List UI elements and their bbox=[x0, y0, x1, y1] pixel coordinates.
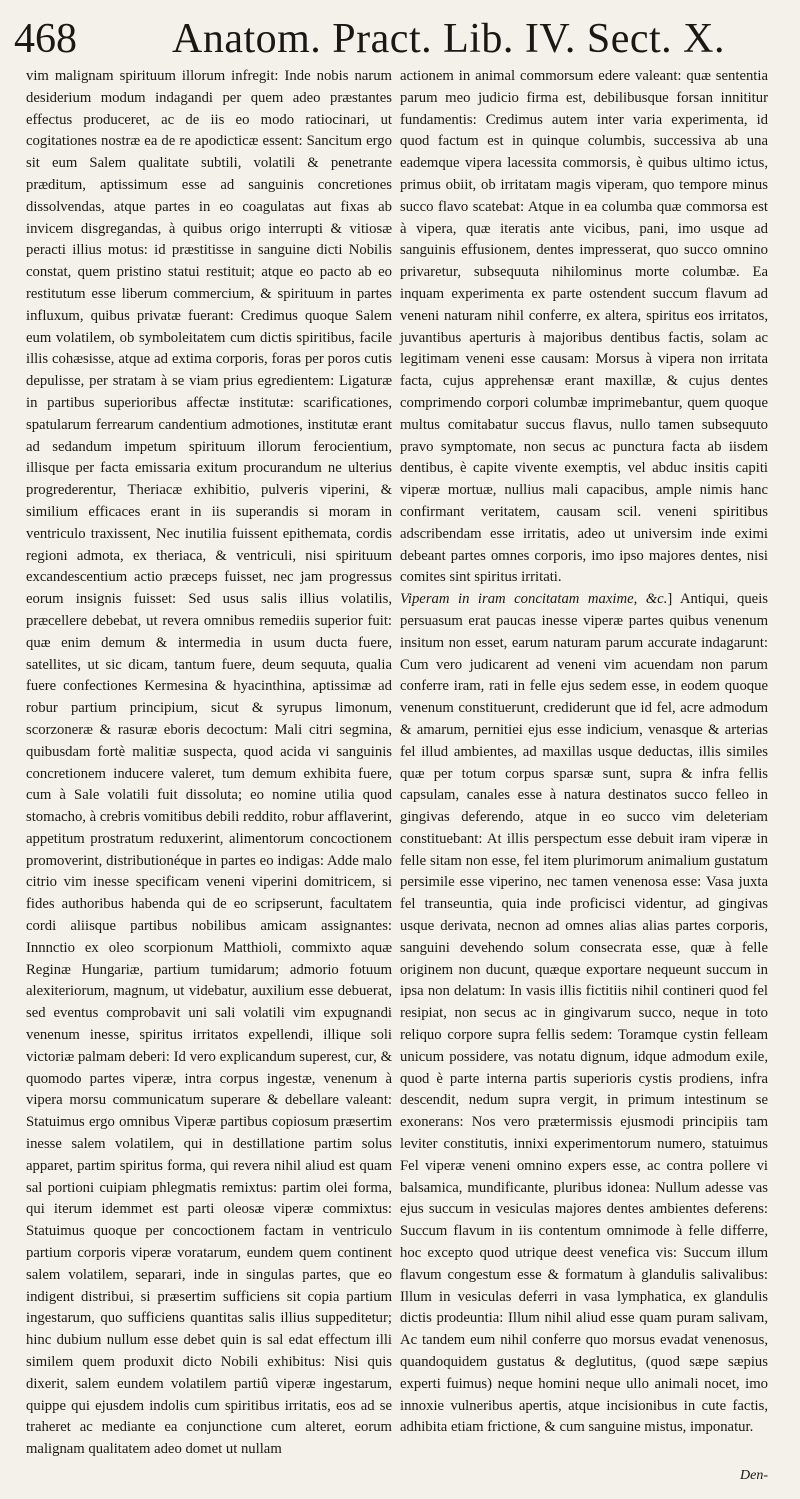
left-column bbox=[26, 66, 392, 1461]
page-number: 468 bbox=[14, 16, 77, 62]
running-header bbox=[0, 6, 800, 64]
left-column-text: vim malignam spirituum illorum infregit: Inde nobis narum desiderium modum indagandi per quem adeo præstantes effectus produceret, ac de iis eo modo ratiocinari, ut cogitationes nostræ ea de re apodicticæ essent: Sancitum ergo sit eum Salem qualitate subtili, volatili & penetrante præditum, aptissimum esse ad sanguinis concretiones dissolvendas, atque partes in eo coagulatas aut fixas ab invicem disgregandas, à quibus origo interrupti & vitiosæ peracti illius motus: id præstitisse in sanguine dicti Nobilis constat, quem pristino statui restituit; atque eo pacto ab eo restitutum esse liberum commercium, & spirituum in partes influxum, quibus privatæ fuerant: Credimus quoque Salem eum volatilem, ob symboleitatem cum dictis spiritibus, facile illis cohæsisse, atque ad extima corporis, foras per poros cutis depulisse, per stratam à se viam prius egredientem: Ligaturæ in partibus superioribus affectæ institutæ: scarificationes, spatularum ferrearum candentium admotiones, institutæ erant ad sedandum impetum spirituum illorum ferocientium, illisque per facta emissaria exitum procurandum ne ulterius progrederentur, Theriacæ exhibitio, pulveris viperini, & similium efficaces erant in iis superandis si moram in ventriculo traxissent, Nec inutilia fuissent epithemata, cordis regioni admota, ex theriaca, & ventriculi, nisi spirituum excandescentium actio præceps fuisset, nec jam progressus eorum insignis fuisset: Sed usus salis illius volatilis, præcellere debebat, ut revera omnibus remediis superior fuit: quæ enim demum & intermedia in usum ducta fuere, satellites, ut sic dicam, tantum fuere, deum sequuta, qualia fuere confectiones Kermesina & hyacinthina, aptissimæ ad robur partium principium, sicut & syrupus limonum, scorzoneræ & rasuræ eboris decoctum: Mali citri segmina, quibusdam fortè malitiæ suspecta, quod acida vi sanguinis concretionem inducere valeret, tum demum exhibita fuere, cum à Sale volatili fuit dissoluta; eo nomine utilia quod stomacho, à crebris vomitibus debili reddito, robur afflaverint, appetitum prostratum reduxerint, alimentorum concoctionem promoverint, distributionéque in partes eo indigas: Adde malo citrio vim inesse specificam veneni viperini domitricem, si fides authoribus habenda qui de eo scripserunt, facultatem cordi aliisque partibus nobilibus amicam assignantes: Innnctio ex oleo scorpionum Matthioli, commixto aquæ Reginæ Hungariæ, partium tumidarum; admorio fotuum alexiteriorum, magnum, ut videbatur, auxilium esse debuerat, sed eventus comprobavit uni sali volatili vim expugnandi venenum inesse, spiritus irritatos expellendi, illique soli victoriæ palmam deberi: Id vero explicandum superest, cur, & quomodo partes viperæ, intra corpus ingestæ, venenum à vipera morsu communicatum superare & debellare valeant: Statuimus ergo omnibus Viperæ partibus copiosum præsertim inesse salem volatilem, qui in destillatione partim solus apparet, partim spiritus forma, qui revera nihil aliud est quam sal portioni cuipiam phlegmatis remixtus: partim olei forma, qui iterum idemmet est parti oleosæ viperæ commixtus: Statuimus quoque per concoctionem factam in ventriculo partium corporis viperæ voratarum, eundem quem continent salem volatilem, separari, inde in singulas partes, que eo indigent distribui, si præsertim sufficiens sit copia partium ingestarum, quo sufficiens quantitas salis illius suppeditetur; hinc dubium nullum esse debet quin is sal edat effectum illi similem quem produxit dicto Nobili exhibitus: Nisi quis dixerit, salem eundem volatilem partiû viperæ ingestarum, quippe qui ejusdem indolis cum spiritibus irritatis, eos ad se traheret ac mediante ea conjunctione cum alteret, eorum malignam qualitatem adeo domet ut nullam bbox=[26, 68, 393, 1458]
right-column bbox=[400, 66, 768, 1439]
lemma-heading: Viperam in iram concitatam maxime, &c. bbox=[400, 591, 668, 608]
right-column-paragraph-2 bbox=[400, 589, 768, 1439]
right-column-text-2: ] Antiqui, queis persuasum erat paucas inesse viperæ partes quibus venenum insitum non esset, earum naturam parum accurate indagarunt: Cum vero judicarent ad veneni vim acuendam non parum conferre iram, rati in felle ejus sedem esse, in eodem quoque venenum constituerunt, crediderunt que id fel, acre admodum & amarum, pernitiei ejus esse indicium, venasque & arterias fel illud ambientes, ad maxillas usque deductas, illis similes quæ per totum corpus sparsæ sunt, supra & infra fellis capsulam, canales esse à natura destinatos succo felleo in gingivas deferendo, atque in eo succo vim deleteriam constituebant: At illis perspectum esse debuit iram viperæ in felle sitam non esse, fel item plurimorum animalium gustatum persimile esse viperino, nec tamen venenosa esse: Vasa juxta fel transeuntia, quia inde proficisci videntur, ad gingivas usque derivata, necnon ad omnes alias alias partes corporis, sanguini devehendo solum consecrata esse, quæ à felle originem non ducunt, quæque exportare nequeunt succum in ipsa non delatum: In vasis illis fictitiis nihil contineri quod fel resipiat, non secus ac in gingivarum succo, neque in toto reliquo corpore supra fellis sedem: Toramque cystin felleam unicum possidere, vas notatu dignum, idque admodum exile, quod è parte interna partis superioris cystis prodiens, infra descendit, nedum supra vergit, in primum intestinum se exonerans: Nos vero prætermissis ejusmodi principiis tam leviter constitutis, innixi experimentorum numero, statuimus Fel viperæ veneni omnino expers esse, ac contra pollere vi balsamica, mundificante, pluribus idonea: Nullum adesse vas ejus succum in vesiculas majores dentes ambientes deferens: Succum flavum in iis contentum omnimode à felle differre, hoc excepto quod utrique deest venefica vis: Succum illum flavum congestum esse & formatum à glandulis salivalibus: Illum in vesiculas deferri in vasa lymphatica, ex glandulis dictis prodeuntia: Illum nihil aliud esse quam puram salivam, Ac tandem eum nihil conferre quo morsus evadat venenosus, quandoquidem gustatus & deglutitus, (quod sæpe sæpius experti fuimus) neque homini neque ullo animali nocet, imo innoxie vulneribus apertis, atque incisionibus in cute factis, adhibita etiam frictione, & cum sanguine mistus, imponatur. bbox=[400, 591, 769, 1436]
catchword: Den- bbox=[740, 1468, 768, 1483]
running-title: Anatom. Pract. Lib. IV. Sect. X. bbox=[172, 16, 725, 62]
right-column-text-1: actionem in animal commorsum edere valeant: quæ sententia parum meo judicio firma est, debilibusque forsan innititur fundamentis: Credimus autem inter varia experimenta, id quod factum est in quinque columbis, successiva ab una eademque vipera lacessita commorsis, è quibus ultimo ictus, primus obiit, ob irritatam magis viperam, quo tempore minus succo flavo scatebat: Atque in ea columba quæ commorsa est à vipera, quæ iteratis ante vicibus, pani, imo usque ad sanguinis effusionem, dentes impresserat, quo succo omnino privaretur, subsequuta nihilominus morte columbæ. Ea inquam experimenta ex parte ostendent succum flavum ad veneni naturam nihil conferre, ex altera, spiritus eos irritatos, juvantibus aperturis à majoribus dentibus factis, solam ac legitimam veneni esse causam: Morsus à vipera non irritata facta, cujus apprehensæ erant maxillæ, & cujus dentes comprimendo corpori columbæ imprimebantur, quem quoque multus comitabatur succus flavus, nullo tamen subsequuto pravo symptomate, non secus ac punctura facta ab iisdem dentibus, è capite vivente exemptis, vel abduc insitis capiti viperæ mortuæ, nullius mali capacibus, ample nimis hanc confirmant veritatem, causam scil. veneni spiritibus adscribendam esse irritatis, adeo ut universim inde eximi debeant partes omnes corporis, imo ipso majores dentes, nisi comites sint spiritus irritati. bbox=[400, 68, 768, 586]
